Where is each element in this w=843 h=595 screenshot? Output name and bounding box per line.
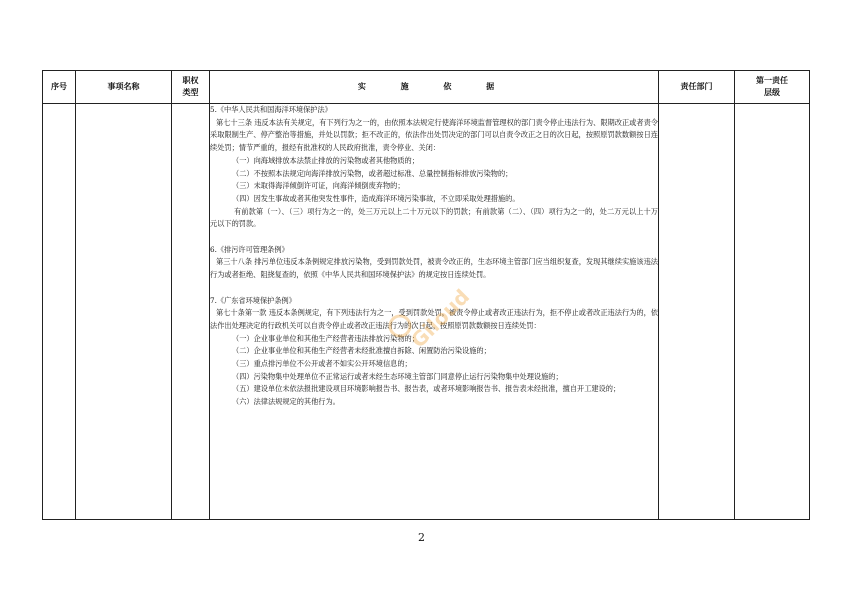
cell-responsibility-level [735, 104, 810, 520]
article-70-item-1: （一）企业事业单位和其他生产经营者违法排放污染物的； [232, 333, 419, 343]
watermark-logo-icon [378, 268, 475, 353]
law-title-permit: 6.《排污许可管理条例》 [210, 244, 289, 254]
watermark-text: Giloud [405, 284, 475, 353]
spacer [210, 231, 658, 244]
article-70-item-2: （二）企业事业单位和其他生产经营者未经批准擅自拆除、闲置防治污染设施的； [232, 346, 491, 356]
cell-responsible-dept [659, 104, 735, 520]
article-73-penalty: 有前款第（一）、（三）项行为之一的，处三万元以上二十万元以下的罚款；有前款第（二）、（四）项行为之一的，处二万元以上十万元以下的罚款。 [210, 206, 658, 229]
header-authority-type-line2: 类型 [182, 88, 199, 97]
article-70-item-5: （五）建设单位未依法报批建设项目环境影响报告书、报告表，或者环境影响报告书、报告表未经批准，擅自开工建设的； [232, 384, 621, 394]
header-responsibility-level-line1: 第一责任 [756, 76, 788, 85]
header-responsibility-level-line2: 层级 [764, 88, 780, 97]
article-70-item-3: （三）重点排污单位不公开或者不如实公开环境信息的； [232, 359, 412, 369]
table-header-row [43, 71, 810, 104]
article-73-item-2: （二）不按照本法规定向海洋排放污染物，或者超过标准、总量控制指标排放污染物的； [232, 168, 513, 178]
cell-item-name [76, 104, 172, 520]
header-serial-no: 序号 [43, 71, 76, 104]
page-number: 2 [418, 531, 425, 544]
watermark-logo [378, 268, 475, 353]
article-73-item-4: （四）因发生事故或者其他突发性事件，造成海洋环境污染事故，不立即采取处理措施的。 [232, 193, 520, 203]
article-70: 第七十条第一款 违反本条例规定，有下列违法行为之一，受到罚款处罚，被责令停止或者改正违法行为，拒不停止或者改正违法行为的，依法作出处理决定的行政机关可以自责令停止或者改正违法行为的次日起，按照原罚款数额按日连续处罚： [210, 308, 658, 330]
law-title-marine: 5.《中华人民共和国海洋环境保护法》 [210, 105, 332, 114]
header-authority-type [172, 71, 210, 104]
article-70-item-6: （六）法律法规规定的其他行为。 [232, 397, 340, 407]
article-73: 第七十三条 违反本法有关规定，有下列行为之一的，由依照本法规定行使海洋环境监督管理权的部门责令停止违法行为、限期改正或者责令采取限制生产、停产整治等措施，并处以罚款；拒不改正的，依法作出处罚决定的部门可以自责令改正之日的次日起，按照原罚款数额按日连续处罚；情节严重的，报经有批准权的人民政府批准，责令停业、关闭： [210, 117, 658, 153]
article-73-item-1: （一）向海域排放本法禁止排放的污染物或者其他物质的； [232, 155, 419, 165]
article-38: 第三十八条 排污单位违反本条例规定排放污染物，受到罚款处罚，被责令改正的，生态环境主管部门应当组织复查，发现其继续实施该违法行为或者拒绝、阻挠复查的，依照《中华人民共和国环境保护法》的规定按日连续处罚。 [210, 257, 658, 280]
article-70-item-4: （四）污染物集中处理单位不正常运行或者未经生态环境主管部门同意停止运行污染物集中处理设施的； [232, 371, 563, 381]
article-73-item-3: （三）未取得海洋倾倒许可证，向海洋倾倒废弃物的； [232, 181, 405, 191]
header-responsibility-level [735, 71, 810, 104]
header-responsible-dept: 责任部门 [659, 71, 735, 104]
cell-serial-no [43, 104, 76, 520]
header-item-name: 事项名称 [76, 71, 172, 104]
header-implementation-basis [210, 71, 659, 104]
cell-authority-type [172, 104, 210, 520]
law-title-guangdong: 7.《广东省环境保护条例》 [210, 295, 296, 305]
header-implementation-basis-label: 实 施 依 据 [357, 82, 511, 91]
header-authority-type-line1: 职权 [182, 76, 199, 85]
